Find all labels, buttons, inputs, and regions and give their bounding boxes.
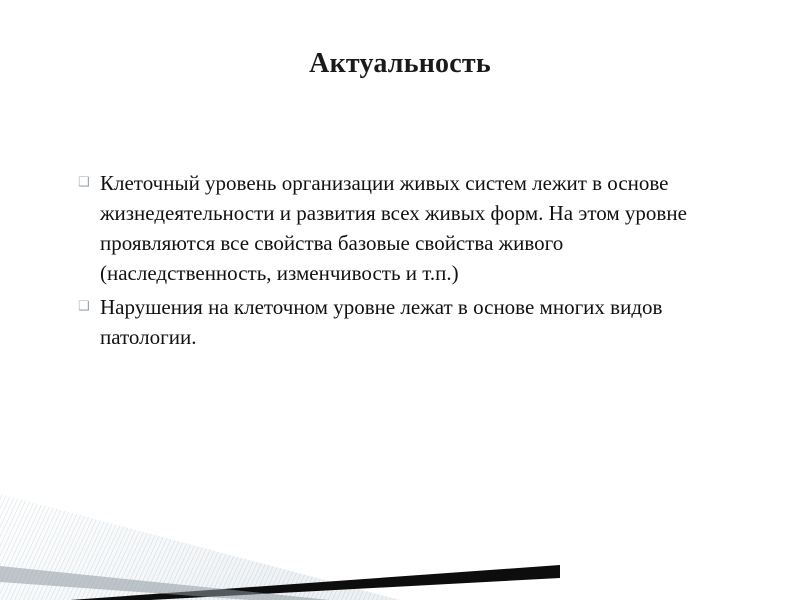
corner-decoration bbox=[0, 470, 560, 600]
list-item-text: Нарушения на клеточном уровне лежат в основе многих видов патологии. bbox=[100, 295, 663, 349]
bullet-list bbox=[78, 168, 738, 356]
square-bullet-icon: ❑ bbox=[78, 175, 90, 190]
list-item bbox=[78, 292, 738, 352]
square-bullet-icon: ❑ bbox=[78, 299, 90, 314]
list-item bbox=[78, 168, 738, 288]
page-title: Актуальность bbox=[309, 48, 491, 79]
list-item-text: Клеточный уровень организации живых систем лежит в основе жизнедеятельности и развития всех живых форм. На этом уровне проявляются все свойства базовые свойства живого (наследственность, изменчивость и т.п.) bbox=[100, 171, 687, 285]
